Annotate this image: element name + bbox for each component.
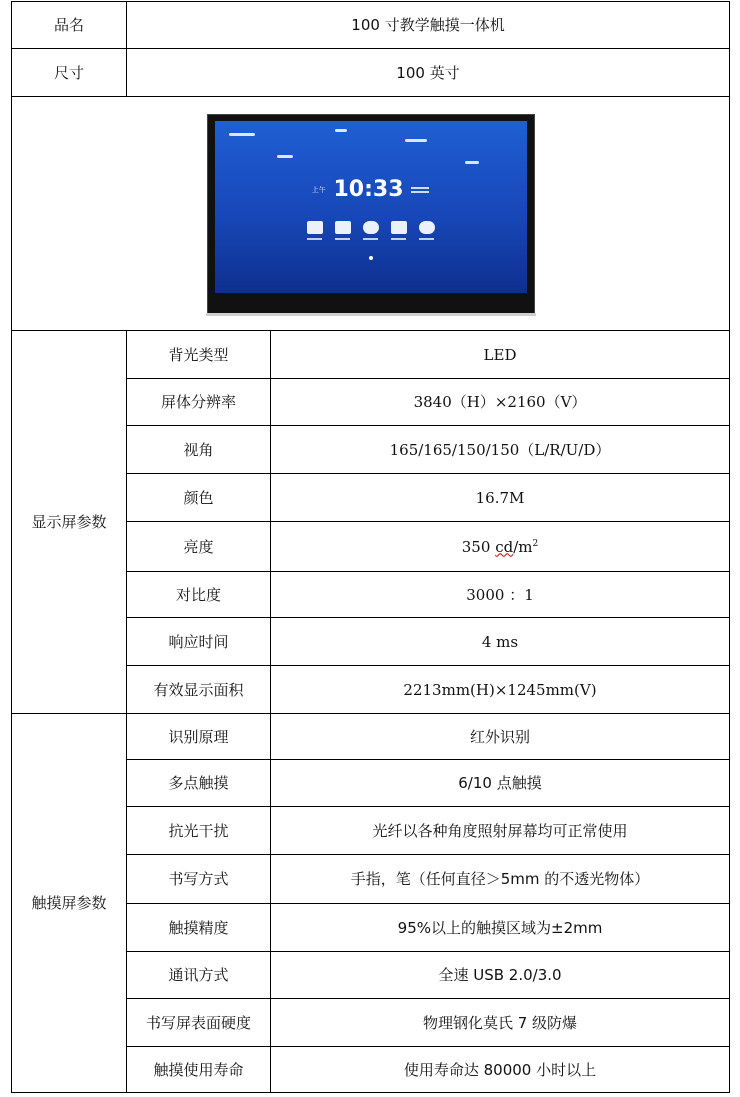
page-dot-icon	[369, 256, 373, 260]
spec-label: 对比度	[127, 572, 271, 618]
brightness-unit-sup: 2	[532, 538, 539, 549]
product-photo-cell	[12, 97, 730, 331]
spec-value: 165/165/150/150（L/R/U/D）	[271, 426, 730, 474]
size-label: 尺寸	[12, 49, 127, 97]
spec-label: 屏体分辨率	[127, 379, 271, 426]
brightness-unit-area: /m	[513, 537, 533, 556]
app-icon	[306, 221, 323, 240]
spec-value: 全速 USB 2.0/3.0	[271, 952, 730, 999]
product-photo	[207, 114, 535, 314]
spec-value: 手指，笔（任何直径＞5mm 的不透光物体）	[271, 855, 730, 904]
spec-value: LED	[271, 331, 730, 379]
diamond-icon	[362, 221, 379, 240]
spec-label: 颜色	[127, 474, 271, 522]
spec-value: 95%以上的触摸区域为±2mm	[271, 904, 730, 952]
display-group-label: 显示屏参数	[12, 331, 127, 714]
spec-label: 抗光干扰	[127, 807, 271, 855]
spec-label: 识别原理	[127, 714, 271, 760]
spec-label: 触摸使用寿命	[127, 1047, 271, 1093]
app-icons	[215, 221, 527, 240]
spec-value: 3840（H）×2160（V）	[271, 379, 730, 426]
table-row	[12, 49, 730, 97]
tools-icon	[418, 221, 435, 240]
touch-group-label: 触摸屏参数	[12, 714, 127, 1093]
product-name-value: 100 寸教学触摸一体机	[127, 2, 730, 49]
spec-label: 视角	[127, 426, 271, 474]
brightness-number: 350	[461, 537, 491, 556]
size-value: 100 英寸	[127, 49, 730, 97]
clock-ampm: 上午	[311, 185, 326, 194]
spec-label: 亮度	[127, 522, 271, 572]
spec-label: 有效显示面积	[127, 666, 271, 714]
spec-value: 红外识别	[271, 714, 730, 760]
spec-value: 3000 ：1	[271, 572, 730, 618]
spec-label: 背光类型	[127, 331, 271, 379]
spec-value: 光纤以各种角度照射屏幕均可正常使用	[271, 807, 730, 855]
spec-label: 书写屏表面硬度	[127, 999, 271, 1047]
device-screen	[215, 121, 527, 293]
brightness-unit: cd	[495, 537, 514, 556]
clock-time: 10:33	[333, 176, 404, 202]
spec-label: 通讯方式	[127, 952, 271, 999]
device-base	[206, 313, 536, 316]
spec-value: 物理钢化莫氏 7 级防爆	[271, 999, 730, 1047]
spec-label: 多点触摸	[127, 760, 271, 807]
board-icon	[390, 221, 407, 240]
spec-value: 2213mm(H)×1245mm(V)	[271, 666, 730, 714]
table-row	[12, 331, 730, 379]
product-name-label: 品名	[12, 2, 127, 49]
spec-value: 使用寿命达 80000 小时以上	[271, 1047, 730, 1093]
spec-value: 6/10 点触摸	[271, 760, 730, 807]
spec-label: 触摸精度	[127, 904, 271, 952]
table-row	[12, 714, 730, 760]
spec-label: 响应时间	[127, 618, 271, 666]
spec-value: 16.7M	[271, 474, 730, 522]
spec-value: 4 ms	[271, 618, 730, 666]
spec-table	[11, 1, 730, 1093]
spec-value	[271, 522, 730, 572]
table-row	[12, 2, 730, 49]
spec-label: 书写方式	[127, 855, 271, 904]
clock-row	[215, 177, 527, 203]
table-row	[12, 97, 730, 331]
folder-icon	[334, 221, 351, 240]
